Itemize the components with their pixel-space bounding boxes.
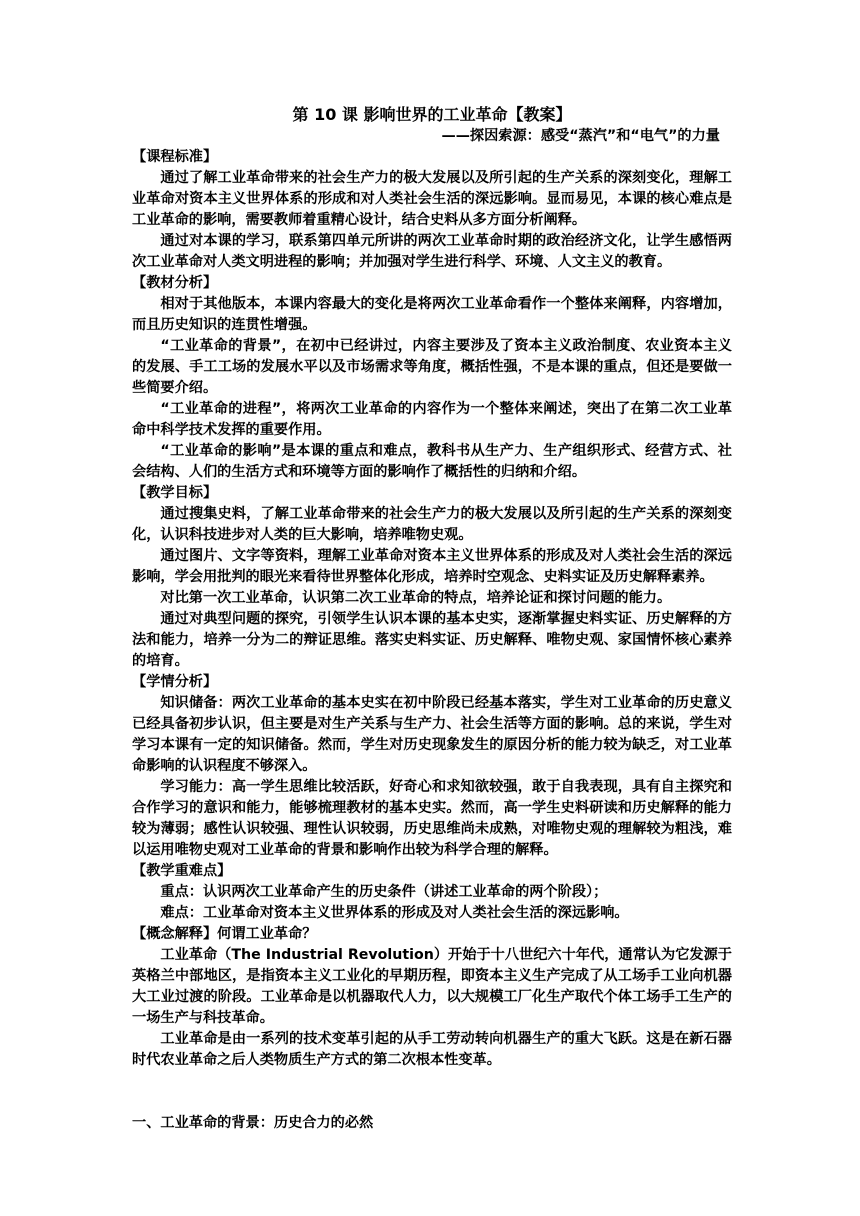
section-heading-teaching-objectives: 【教学目标】 <box>132 485 218 501</box>
paragraph: “工业革命的影响”是本课的重点和难点，教科书从生产力、生产组织形式、经营方式、社会结构、人们的生活方式和环境等方面的影响作了概括性的归纳和介绍。 <box>132 443 732 480</box>
section-heading-key-points: 【教学重难点】 <box>132 863 232 879</box>
paragraph: 通过对本课的学习，联系第四单元所讲的两次工业革命时期的政治经济文化，让学生感悟两次工业革命对人类文明进程的影响；并加强对学生进行科学、环境、人文主义的教育。 <box>132 233 732 270</box>
section-heading-curriculum-standard: 【课程标准】 <box>132 149 218 165</box>
paragraph: 对比第一次工业革命，认识第二次工业革命的特点，培养论证和探讨问题的能力。 <box>160 590 672 606</box>
paragraph: “工业革命的进程”，将两次工业革命的内容作为一个整体来阐述，突出了在第二次工业革命中科学技术发挥的重要作用。 <box>132 401 732 438</box>
paragraph: 相对于其他版本，本课内容最大的变化是将两次工业革命看作一个整体来阐释，内容增加，而且历史知识的连贯性增强。 <box>132 296 732 333</box>
paragraph: “工业革命的背景”，在初中已经讲过，内容主要涉及了资本主义政治制度、农业资本主义的发展、手工工场的发展水平以及市场需求等角度，概括性强，不是本课的重点，但还是要做一些简要介绍。 <box>132 338 732 396</box>
section-heading-concept-explanation: 【概念解释】何谓工业革命？ <box>132 926 317 942</box>
document-subtitle: ——探因索源：感受“蒸汽”和“电气”的力量 <box>441 128 720 144</box>
paragraph: 通过对典型问题的探究，引领学生认识本课的基本史实，逐渐掌握史料实证、历史解释的方法和能力，培养一分为二的辩证思维。落实史料实证、历史解释、唯物史观、家国情怀核心素养的培育。 <box>132 611 732 669</box>
document-page <box>132 104 732 1134</box>
section-heading-textbook-analysis: 【教材分析】 <box>132 275 218 291</box>
paragraph: 通过搜集史料，了解工业革命带来的社会生产力的极大发展以及所引起的生产关系的深刻变化，认识科技进步对人类的巨大影响，培养唯物史观。 <box>132 506 732 543</box>
paragraph: 工业革命（The Industrial Revolution）开始于十八世纪六十年代，通常认为它发源于英格兰中部地区，是指资本主义工业化的早期历程，即资本主义生产完成了从工场手工业向机器大工业过渡的阶段。工业革命是以机器取代人力，以大规模工厂化生产取代个体工场手工生产的一场生产与科技革命。 <box>132 947 732 1026</box>
paragraph: 通过图片、文字等资料，理解工业革命对资本主义世界体系的形成及对人类社会生活的深远影响，学会用批判的眼光来看待世界整体化形成，培养时空观念、史料实证及历史解释素养。 <box>132 548 732 585</box>
paragraph: 学习能力：高一学生思维比较活跃，好奇心和求知欲较强，敢于自我表现，具有自主探究和合作学习的意识和能力，能够梳理教材的基本史实。然而，高一学生史料研读和历史解释的能力较为薄弱；感性认识较强、理性认识较弱，历史思维尚未成熟，对唯物史观的理解较为粗浅，难以运用唯物史观对工业革命的背景和影响作出较为科学合理的解释。 <box>132 779 732 858</box>
part-one-heading: 一、工业革命的背景：历史合力的必然 <box>132 1115 374 1131</box>
paragraph: 通过了解工业革命带来的社会生产力的极大发展以及所引起的生产关系的深刻变化，理解工业革命对资本主义世界体系的形成和对人类社会生活的深远影响。显而易见，本课的核心难点是工业革命的影响，需要教师着重精心设计，结合史料从多方面分析阐释。 <box>132 170 732 228</box>
section-heading-student-analysis: 【学情分析】 <box>132 674 218 690</box>
paragraph: 重点：认识两次工业革命产生的历史条件（讲述工业革命的两个阶段）； <box>160 884 608 900</box>
paragraph: 难点：工业革命对资本主义世界体系的形成及对人类社会生活的深远影响。 <box>160 905 629 921</box>
paragraph: 工业革命是由一系列的技术变革引起的从手工劳动转向机器生产的重大飞跃。这是在新石器时代农业革命之后人类物质生产方式的第二次根本性变革。 <box>132 1031 732 1068</box>
document-title: 第 10 课 影响世界的工业革命【教案】 <box>292 105 572 124</box>
blank-space <box>132 1071 732 1113</box>
paragraph: 知识储备：两次工业革命的基本史实在初中阶段已经基本落实，学生对工业革命的历史意义已经具备初步认识，但主要是对生产关系与生产力、社会生活等方面的影响。总的来说，学生对学习本课有一定的知识储备。然而，学生对历史现象发生的原因分析的能力较为缺乏，对工业革命影响的认识程度不够深入。 <box>132 695 732 774</box>
